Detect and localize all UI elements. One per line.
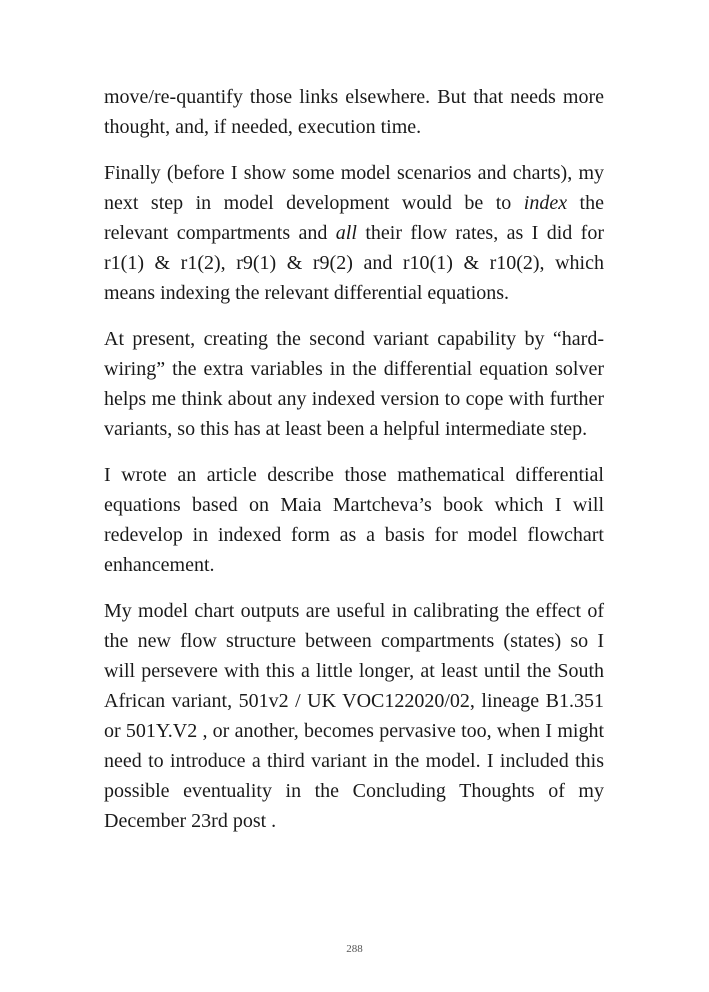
paragraph-5: My model chart outputs are useful in calibrating the effect of the new flow structure between compartments (states) so I will persevere with this a little longer, at least until the South African variant, 501v2 / UK VOC122020/02, lineage B1.351 or 501Y.V2 , or another, becomes pervasive too, when I might need to introduce a third variant in the model. I included this possible eventuality in the Concluding Thoughts of my December 23rd post . xyxy=(104,600,604,832)
paragraph-2-text-c: their flow rates, as I did for r1(1) & r1(2), r9(1) & r9(2) and r10(1) & r10(2), which means indexing the relevant differential equations. xyxy=(104,222,604,304)
paragraph-2 xyxy=(104,158,604,308)
paragraph-2-text-a: Finally (before I show some model scenarios and charts), my next step in model development would be to xyxy=(104,162,604,214)
paragraph-1: move/re-quantify those links elsewhere. But that needs more thought, and, if needed, execution time. xyxy=(104,86,604,138)
page-body xyxy=(104,82,604,852)
paragraph-2-text-b: the relevant compartments and xyxy=(104,192,604,244)
paragraph-4: I wrote an article describe those mathematical differential equations based on Maia Martcheva’s book which I will redevelop in indexed form as a basis for model flowchart enhancement. xyxy=(104,464,604,576)
page-number: 288 xyxy=(346,943,363,955)
paragraph-3: At present, creating the second variant capability by “hard-wiring” the extra variables in the differential equation solver helps me think about any indexed version to cope with further variants, so this has at least been a helpful intermediate step. xyxy=(104,328,604,440)
emphasis-all: all xyxy=(335,222,357,244)
emphasis-index: index xyxy=(523,192,568,214)
